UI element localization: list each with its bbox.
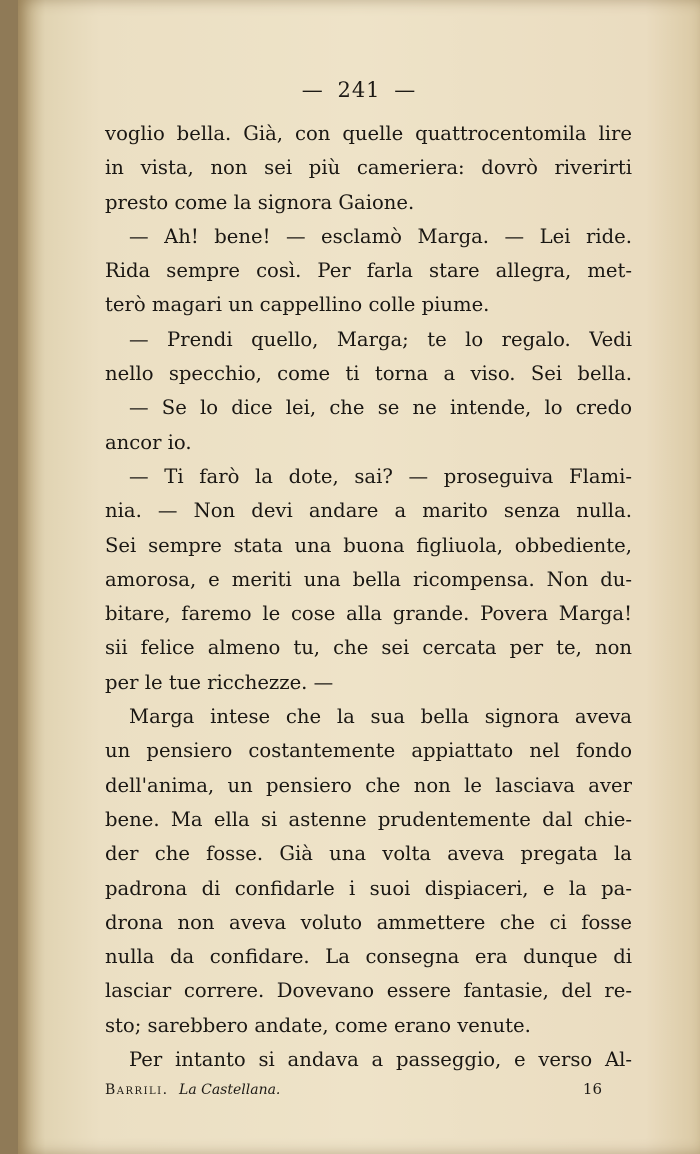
footer-title: La Castellana. xyxy=(179,1082,281,1098)
text-line: dell'anima, un pensiero che non le lasciava aver xyxy=(105,773,632,797)
footer-author: Barrili. xyxy=(105,1082,169,1098)
text-line: Rida sempre così. Per farla stare allegra, met- xyxy=(105,259,632,283)
book-page xyxy=(18,0,700,1154)
text-line: drona non aveva voluto ammettere che ci fosse xyxy=(105,910,632,934)
text-line: bene. Ma ella si astenne prudentemente dal chie- xyxy=(105,807,632,831)
text-line: Marga intese che la sua bella signora aveva xyxy=(129,705,632,729)
text-line: bitare, faremo le cose alla grande. Povera Marga! xyxy=(105,602,632,626)
text-line: — Prendi quello, Marga; te lo regalo. Vedi xyxy=(129,327,632,351)
text-line: presto come la signora Gaione. xyxy=(105,190,415,214)
running-header xyxy=(18,78,700,102)
header-dash-left: — xyxy=(301,78,324,102)
text-line: nulla da confidare. La consegna era dunque di xyxy=(105,945,632,969)
signature-mark: 16 xyxy=(582,1080,602,1098)
text-line: lasciar correre. Dovevano essere fantasie, del re- xyxy=(105,979,632,1003)
text-line: per le tue ricchezze. — xyxy=(105,670,334,694)
text-line: padrona di confidarle i suoi dispiaceri, e la pa- xyxy=(105,876,632,900)
text-line: — Ti farò la dote, sai? — proseguiva Flami- xyxy=(129,464,632,488)
text-line: nia. — Non devi andare a marito senza nulla. xyxy=(105,499,632,523)
text-line: der che fosse. Già una volta aveva pregata la xyxy=(105,842,632,866)
text-line: in vista, non sei più cameriera: dovrò riverirti xyxy=(105,156,632,180)
text-line: — Ah! bene! — esclamò Marga. — Lei ride. xyxy=(129,224,632,248)
text-line: voglio bella. Già, con quelle quattrocentomila lire xyxy=(105,122,632,145)
page-number: 241 xyxy=(337,78,381,102)
text-line: terò magari un cappellino colle piume. xyxy=(105,293,490,317)
text-line: nello specchio, come ti torna a viso. Sei bella. xyxy=(105,362,632,386)
page-footer xyxy=(105,1082,602,1098)
body-text xyxy=(105,117,632,1077)
text-line: Per intanto si andava a passeggio, e verso Al- xyxy=(129,1048,632,1072)
text-line: Sei sempre stata una buona figliuola, obbediente, xyxy=(105,533,632,557)
text-line: — Se lo dice lei, che se ne intende, lo credo xyxy=(129,396,632,420)
text-line: un pensiero costantemente appiattato nel fondo xyxy=(105,739,632,763)
text-line: amorosa, e meriti una bella ricompensa. Non du- xyxy=(105,567,632,591)
text-line: ancor io. xyxy=(105,430,192,454)
text-line: sto; sarebbero andate, come erano venute. xyxy=(105,1013,531,1037)
text-line: sii felice almeno tu, che sei cercata per te, non xyxy=(105,636,632,660)
header-dash-right: — xyxy=(394,78,417,102)
